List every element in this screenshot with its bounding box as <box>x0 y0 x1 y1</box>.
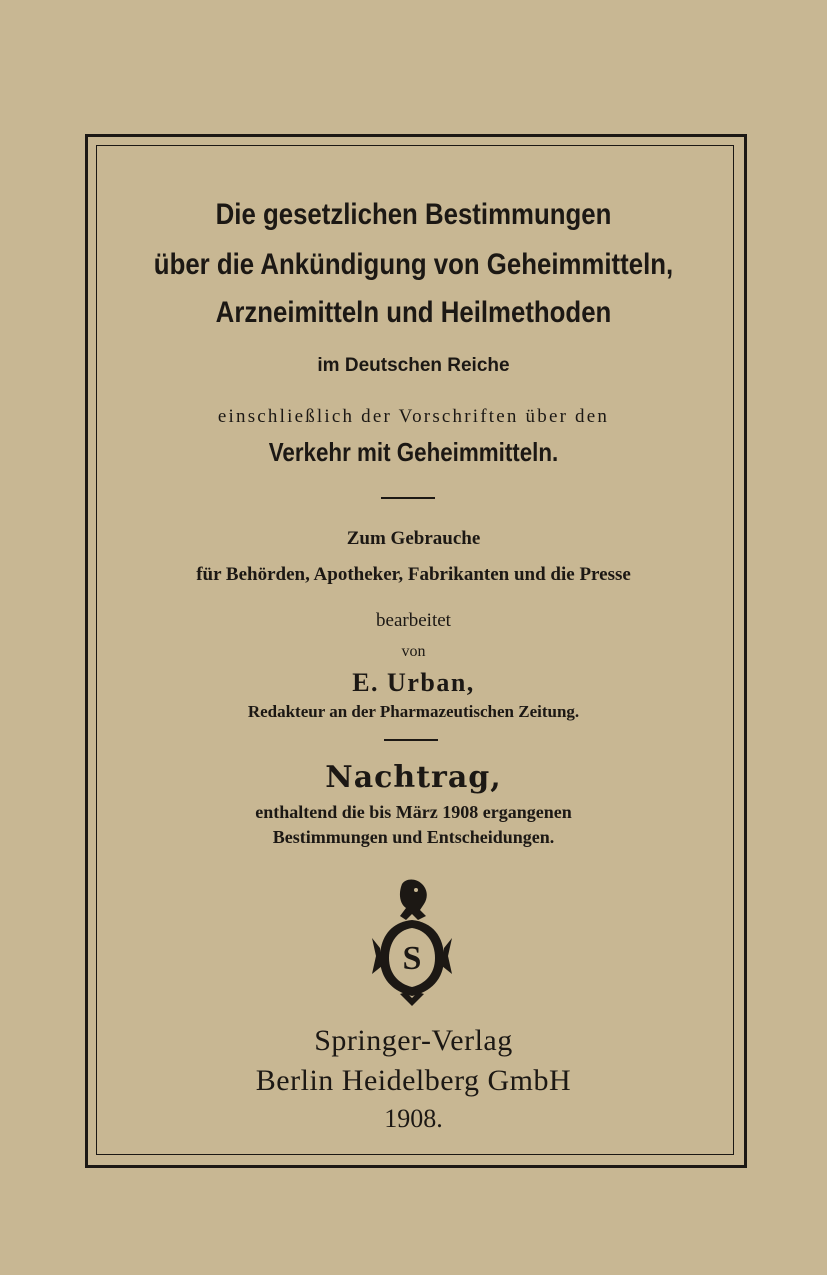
usage-line-1: Zum Gebrauche <box>346 528 481 549</box>
traffic-line: Verkehr mit Geheimmitteln. <box>268 437 559 467</box>
title-line-1: Die gesetzlichen Bestimmungen <box>215 198 612 231</box>
springer-knight-logo-icon <box>372 876 452 1008</box>
title-line-2: über die Ankündigung von Geheimmitteln, <box>153 248 674 281</box>
divider-rule-2 <box>384 739 438 741</box>
svg-text:S: S <box>402 940 422 977</box>
publisher-place: Berlin Heidelberg GmbH <box>255 1064 572 1097</box>
subtitle: im Deutschen Reiche <box>317 355 510 376</box>
supplement-title: Nachtrag, <box>325 760 502 795</box>
divider-rule-1 <box>381 497 435 499</box>
supplement-line-1: enthaltend die bis März 1908 ergangenen <box>255 802 572 822</box>
publication-year: 1908. <box>384 1104 443 1133</box>
title-line-3: Arzneimitteln und Heilmethoden <box>215 296 612 329</box>
includes-line: einschließlich der Vorschriften über den <box>217 406 610 427</box>
usage-line-2: für Behörden, Apotheker, Fabrikanten und die Presse <box>196 564 631 585</box>
supplement-line-2: Bestimmungen und Entscheidungen. <box>272 827 555 847</box>
by-label: von <box>401 643 426 660</box>
publisher-name: Springer-Verlag <box>314 1024 513 1057</box>
author-role: Redakteur an der Pharmazeutischen Zeitung. <box>247 702 580 721</box>
edited-label: bearbeitet <box>376 610 451 631</box>
author-name: E. Urban, <box>352 668 475 697</box>
